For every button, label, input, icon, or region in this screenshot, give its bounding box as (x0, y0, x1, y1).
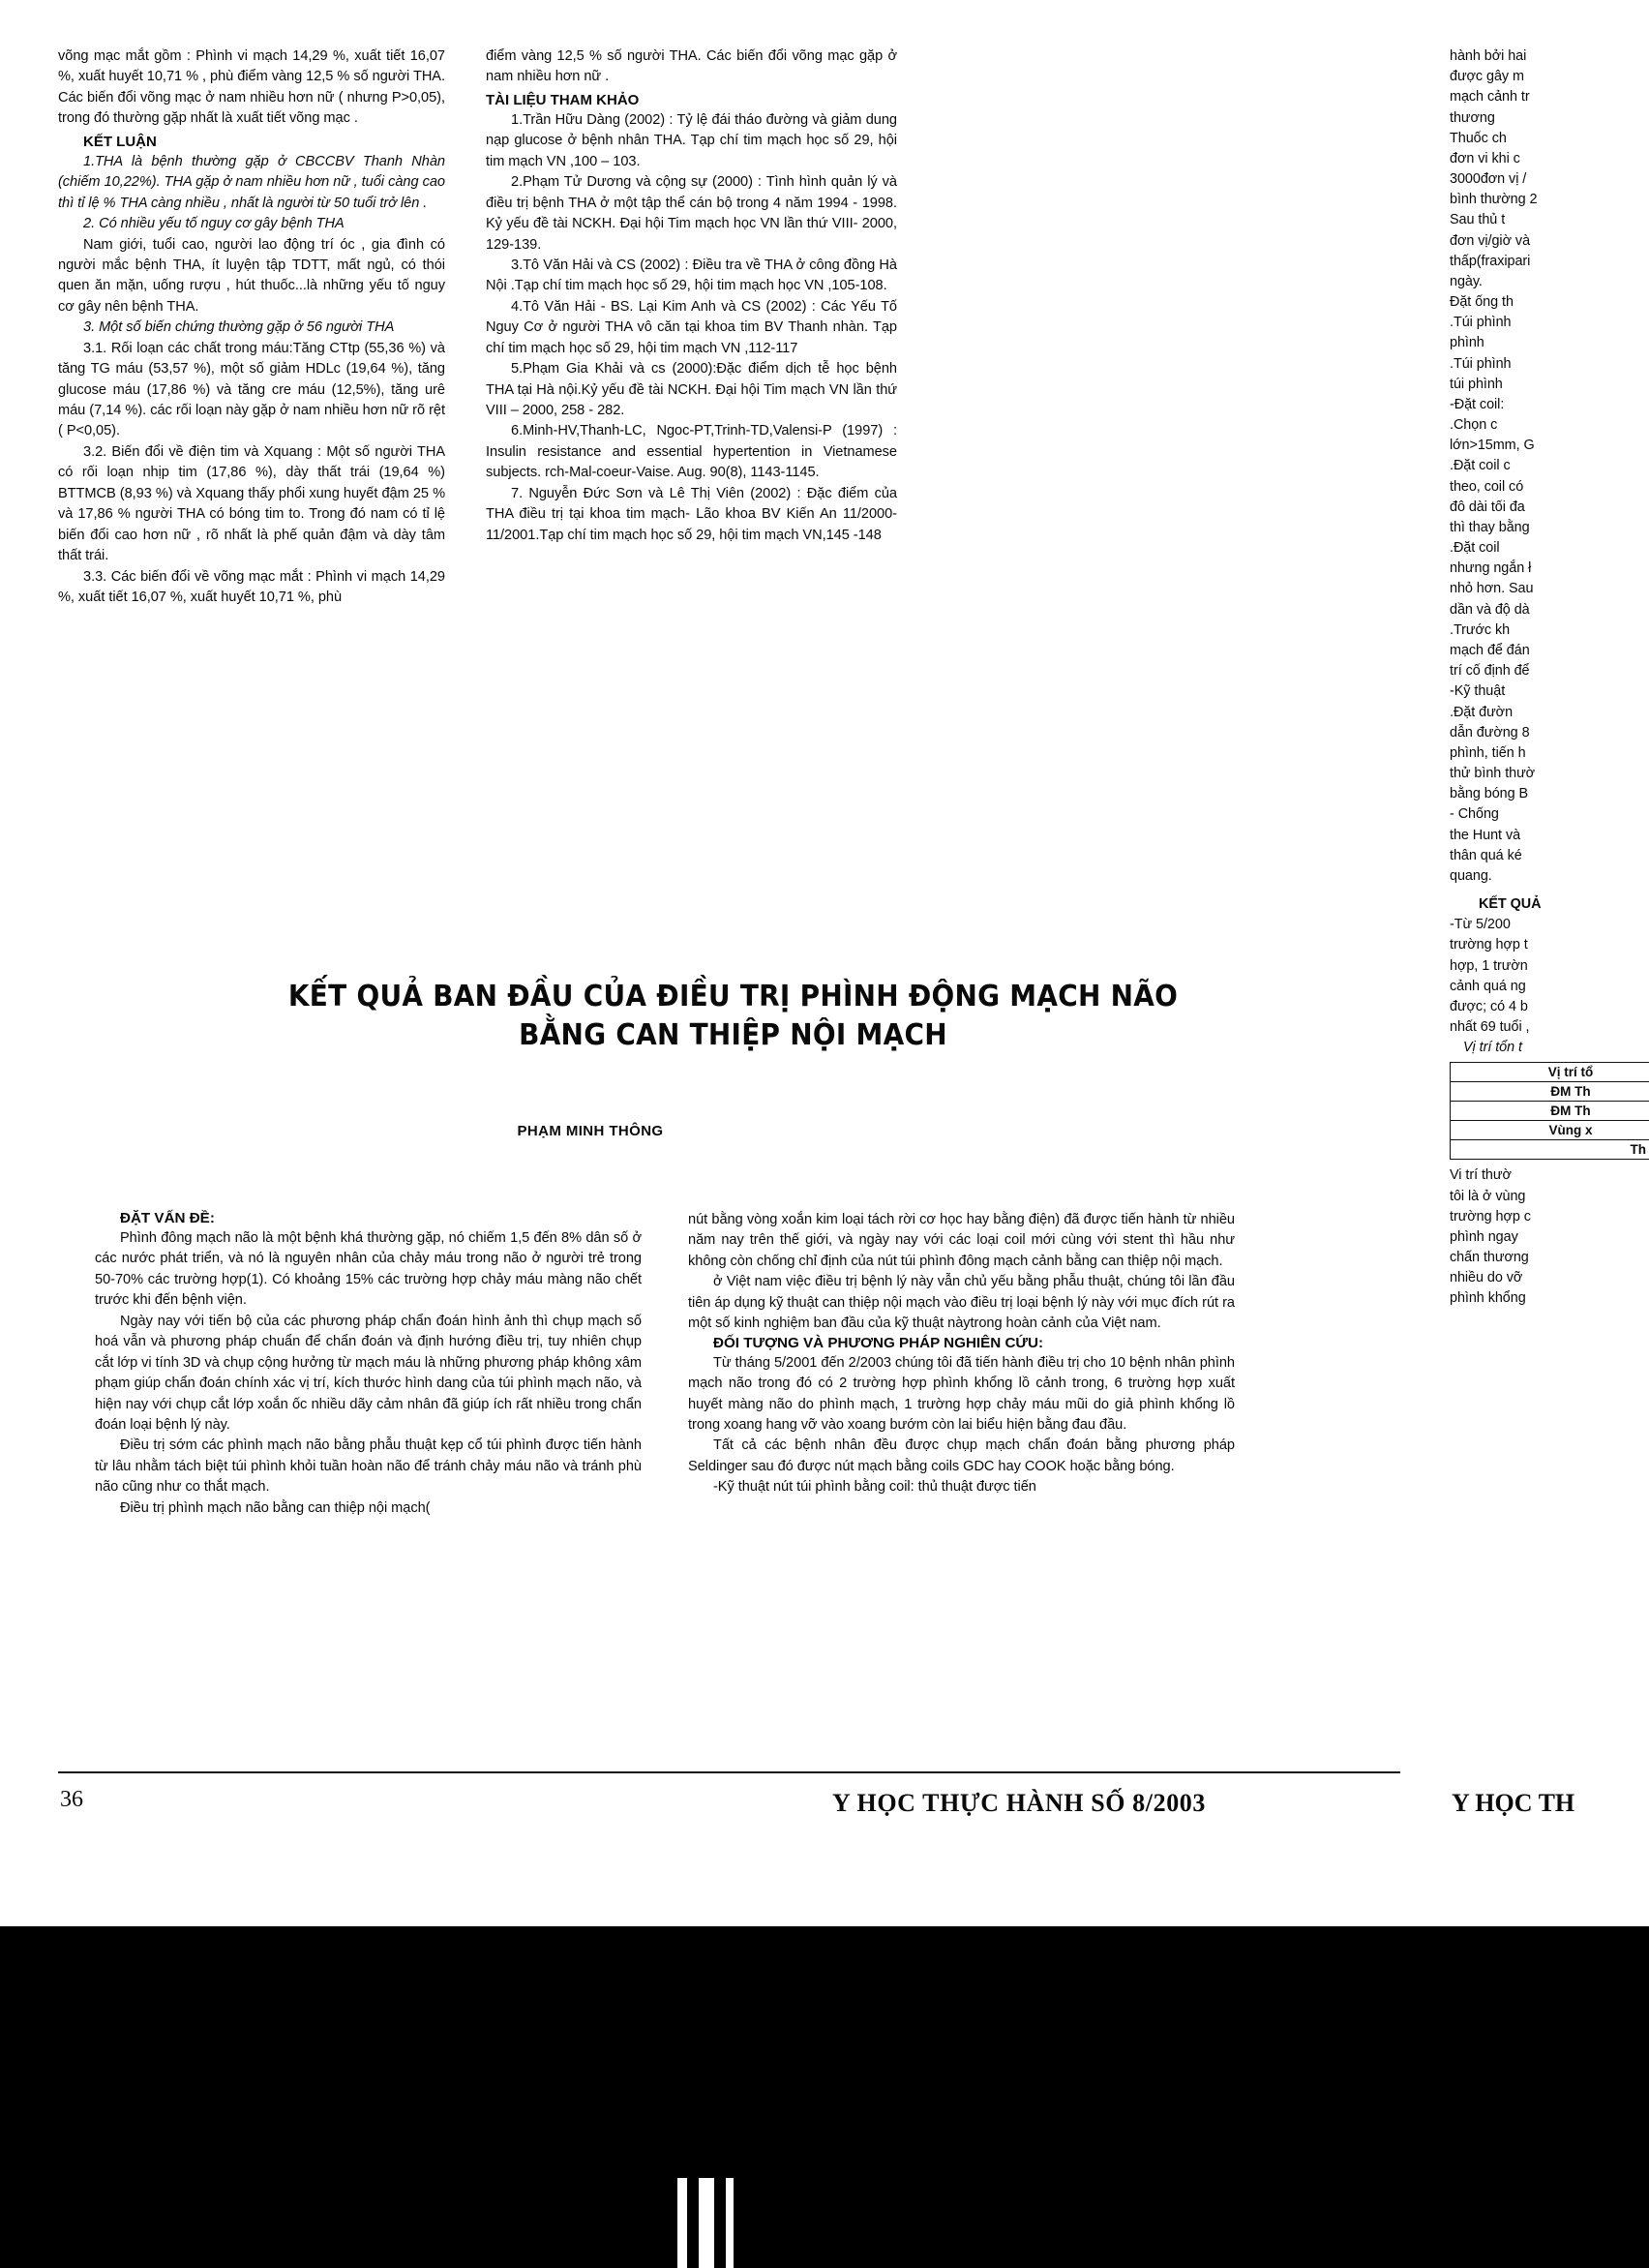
bleed-line: Vi trí thườ (1450, 1167, 1512, 1184)
table-row (1451, 1121, 1649, 1140)
bleed-line: -Đặt coil: (1450, 396, 1505, 412)
bleed-line: phình khổng (1450, 1290, 1526, 1307)
binding-artifact (726, 2178, 734, 2268)
table-row (1451, 1082, 1649, 1102)
bleed-line: trí cố định để (1450, 663, 1530, 680)
bleed-line: phình (1450, 335, 1484, 351)
reference-item: 6.Minh-HV,Thanh-LC, Ngoc-PT,Trinh-TD,Valensi-P (1997) : Insulin resistance and essential hypertention in Vietnamese subjects. rch-Mal-coeur-Vaise. Aug. 90(8), 1143-1145. (486, 423, 897, 481)
bleed-line: thấp(fraxipari (1450, 253, 1531, 269)
binding-artifact (699, 2178, 714, 2268)
bleed-line: .Đặt coil c (1450, 458, 1511, 474)
table-cell: Th (1451, 1140, 1649, 1160)
bleed-line: hợp, 1 trườn (1450, 957, 1528, 974)
paragraph: Nam giới, tuổi cao, người lao động trí óc , gia đình có người mắc bệnh THA, ít luyện tập TDTT, mất ngủ, có thói quen ăn mặn, uống rượu , hút thuốc...là những yếu tố nguy cơ gây nên bệnh THA. (58, 236, 445, 315)
table-row (1451, 1140, 1649, 1160)
bleed-line: nhưng ngắn ł (1450, 560, 1532, 577)
heading-doi-tuong-phuong-phap: ĐỐI TƯỢNG VÀ PHƯƠNG PHÁP NGHIÊN CỨU: (713, 1334, 1044, 1351)
paragraph: Phình đông mạch não là một bệnh khá thường gặp, nó chiếm 1,5 đến 8% dân số ở các nước phát triển, và nó là nguyên nhân của chảy máu trong não ở người trẻ trong 50-70% các trường hợp(1). Có khoảng 15% các trường hợp chảy máu màng não chết trước khi đến bệnh viện. (95, 1230, 642, 1309)
bleed-line: .Túi phình (1450, 355, 1512, 372)
bleed-line: phình ngay (1450, 1228, 1518, 1245)
bleed-line: dẫn đường 8 (1450, 724, 1530, 741)
binding-artifact (677, 2178, 687, 2268)
bleed-line: .Trước kh (1450, 621, 1511, 638)
bleed-line: Thuốc ch (1450, 130, 1507, 146)
bleed-line: trường hợp c (1450, 1208, 1531, 1225)
bleed-line: -Từ 5/200 (1450, 917, 1511, 933)
reference-item: 2.Phạm Tử Dương và cộng sự (2000) : Tình hình quản lý và điều trị bệnh THA ở một tập thể cán bộ trong 4 năm 1994 - 1998. Kỷ yếu đề tài NCKH. Đại hội Tim mạch học VN lần thứ VIII- 2000, 129-139. (486, 174, 897, 253)
table-row (1451, 1102, 1649, 1121)
bleed-line: - Chống (1450, 806, 1499, 823)
paragraph: 2. Có nhiều yếu tố nguy cơ gây bệnh THA (83, 216, 345, 232)
bleed-line: được; có 4 b (1450, 998, 1528, 1014)
footer-rule (58, 1771, 1400, 1773)
scan-gap (0, 1905, 1649, 1928)
paragraph: 1.THA là bệnh thường gặp ở CBCCBV Thanh Nhàn (chiếm 10,22%). THA gặp ở nam nhiều hơn nữ , tuổi càng cao thì tỉ lệ % THA càng nhiều , nhất là người từ 50 tuổi trở lên . (58, 153, 445, 211)
bleed-line: the Hunt và (1450, 827, 1521, 843)
table-cell: Vị trí tổ (1451, 1063, 1649, 1082)
bleed-line: đơn vị/giờ và (1450, 232, 1531, 249)
bleed-line: Đặt ống th (1450, 294, 1514, 311)
bleed-line: thì thay bằng (1450, 519, 1530, 535)
bleed-line: quang. (1450, 867, 1492, 884)
bleed-line: theo, coil có (1450, 478, 1524, 495)
reference-item: 4.Tô Văn Hải - BS. Lại Kim Anh và CS (2002) : Các Yếu Tố Nguy Cơ ở người THA vô căn tại khoa tim BV Thanh nhàn. Tạp chí tim mạch học số 29, hội tim mạch VN ,112-117 (486, 298, 897, 356)
bleed-line: thử bình thườ (1450, 766, 1536, 782)
bleed-line: Sau thủ t (1450, 212, 1506, 228)
bleed-line: mạch cảnh tr (1450, 89, 1530, 106)
article-title-line-1: KẾT QUẢ BAN ĐẦU CỦA ĐIỀU TRỊ PHÌNH ĐỘNG MẠCH NÃO (287, 980, 1179, 1013)
column-right-body (688, 1210, 1235, 1519)
article-author: PHẠM MINH THÔNG (517, 1123, 664, 1139)
bleed-line: mạch để đán (1450, 642, 1530, 658)
paragraph: Điều trị phình mạch não bằng can thiệp nội mạch( (120, 1499, 431, 1516)
paragraph: 3.2. Biến đổi về điện tim và Xquang : Một số người THA có rối loạn nhịp tim (17,86 %), dày thất trái (19,64 %) BTTMCB (8,93 %) và Xquang thấy phổi xung huyết đậm 25 % và 17,86 % người THA có bóng tim to. Trong đó nam có tỉ lệ biến đổi cao hơn nữ , rõ nhất là phế quản đậm và dày tâm thất trái. (58, 443, 445, 564)
bleed-table (1450, 1062, 1649, 1160)
column-left-body (95, 1210, 642, 1519)
paragraph: 3.1. Rối loạn các chất trong máu:Tăng CTtp (55,36 %) và tăng TG máu (53,57 %), một số giảm HDLc (19,64 %), tăng glucose máu (17,86 %) và tăng cre máu (12,5%), tăng urê máu (7,14 %). các rối loạn này gặp ở nam nhiều hơn nữ rõ rệt ( P<0,05). (58, 340, 445, 439)
bleed-line: hành bởi hai (1450, 48, 1527, 64)
table-cell: ĐM Th (1451, 1082, 1649, 1102)
paragraph: võng mạc mắt gồm : Phình vi mạch 14,29 %, xuất tiết 16,07 %, xuất huyết 10,71 % , phù điểm vàng 12,5 % số người THA. Các biến đổi võng mạc ở nam nhiều hơn nữ ( nhưng P>0,05), trong đó thường gặp nhất là xuất tiết võng mạc . (58, 48, 445, 127)
top-columns (58, 46, 1408, 608)
bleed-line: ngày. (1450, 273, 1483, 289)
bleed-line: bình thường 2 (1450, 192, 1538, 208)
bleed-line: nhiều do vỡ (1450, 1270, 1523, 1286)
paragraph: ở Việt nam việc điều trị bệnh lý này vẫn chủ yếu bằng phẫu thuật, chúng tôi lần đầu tiên áp dụng kỹ thuật can thiệp nội mạch vào điều trị loại bệnh lý này với mục đích rút ra một số kinh nghiệm ban đầu của kỹ thuật nàytrong hoàn cảnh của Việt nam. (688, 1274, 1235, 1332)
reference-item: 7. Nguyễn Đức Sơn và Lê Thị Viên (2002) : Đặc điểm của THA điều trị tại khoa tim mạch- Lão khoa BV Kiến An 11/2000- 11/2001.Tạp chí tim mạch học số 29, hội tim mạch VN,145 -148 (486, 485, 897, 543)
bleed-line: -Kỹ thuật (1450, 683, 1506, 700)
bleed-line: túi phình (1450, 376, 1503, 392)
bleed-line: nhất 69 tuổi , (1450, 1019, 1530, 1036)
bleed-line: phình, tiến h (1450, 744, 1526, 761)
bleed-line: dần và độ dà (1450, 601, 1530, 618)
bleed-table-caption: Vị trí tổn t (1463, 1040, 1522, 1056)
bleed-line: tôi là ở vùng (1450, 1188, 1526, 1204)
bleed-column (1450, 46, 1649, 1818)
heading-tai-lieu-tham-khao: TÀI LIỆU THAM KHẢO (486, 91, 640, 108)
bleed-line: .Đặt đườn (1450, 704, 1514, 720)
bleed-line: bằng bóng B (1450, 786, 1529, 802)
bleed-line: đơn vi khi c (1450, 150, 1520, 166)
paragraph: Ngày nay với tiến bộ của các phương pháp chẩn đoán hình ảnh thì chụp mạch số hoá vẫn và phương pháp chuẩn để chẩn đoán và định hướng điều trị, tuy nhiên chụp cắt lớp vi tính 3D và chụp cộng hưởng từ mạch máu là những phương pháp không xâm phạm giúp chẩn đoán chính xác vị trí, kích thước hình dang của túi phình mạch não, và hiện nay với chụp cắt lớp xoắn ốc nhiều dãy cảm nhân đã giúp ích rất nhiều trong chẩn đoán loại bệnh lý này. (95, 1313, 642, 1433)
article-body-columns (95, 1210, 1411, 1519)
scan-black-border (0, 1926, 1649, 2268)
page-number: 36 (60, 1787, 83, 1812)
bleed-line: được gây m (1450, 69, 1524, 85)
journal-footer: Y HỌC THỰC HÀNH SỐ 8/2003 (832, 1789, 1207, 1817)
bleed-line: .Chọn c (1450, 417, 1498, 434)
article-title (58, 978, 1408, 1054)
bleed-line: cảnh quá ng (1450, 978, 1526, 994)
column-left-top (58, 46, 445, 608)
bleed-line: .Túi phình (1450, 315, 1512, 331)
table-row (1451, 1063, 1649, 1082)
paragraph: điểm vàng 12,5 % số người THA. Các biến đổi võng mạc gặp ở nam nhiều hơn nữ . (486, 48, 897, 85)
bleed-heading-ket-qua: KẾT QUẢ (1479, 896, 1542, 913)
bleed-line: đô dài tối đa (1450, 499, 1525, 515)
bleed-line: thân quá ké (1450, 847, 1522, 863)
table-cell: Vùng x (1451, 1121, 1649, 1140)
reference-item: 1.Trần Hữu Dàng (2002) : Tỷ lệ đái tháo đường và giảm dung nạp glucose ở bệnh nhân THA. Tạp chí tim mạch học số 29, hội tim mạch VN ,100 – 103. (486, 111, 897, 169)
heading-ket-luan: KẾT LUẬN (83, 133, 157, 150)
paragraph: nút bằng vòng xoắn kim loại tách rời cơ học hay bằng điện) đã được tiến hành từ nhiều năm nay trên thế giới, và ngày nay với các loại coil mới cùng với stent thì hầu như không còn chống chỉ định của nút túi phình đông mạch cảnh bằng can thiệp nội mạch. (688, 1212, 1235, 1269)
paragraph: -Kỹ thuật nút túi phình bằng coil: thủ thuật được tiến (713, 1479, 1036, 1496)
reference-item: 3.Tô Văn Hải và CS (2002) : Điều tra về THA ở công đồng Hà Nội .Tạp chí tim mạch học số 29, hội tim mạch học VN ,105-108. (486, 257, 897, 294)
bleed-line: lớn>15mm, G (1450, 438, 1535, 454)
table-cell: ĐM Th (1451, 1102, 1649, 1121)
bleed-line: .Đặt coil (1450, 540, 1500, 557)
journal-footer-bleed: Y HỌC TH (1452, 1789, 1575, 1817)
reference-item: 5.Phạm Gia Khải và cs (2000):Đặc điểm dịch tễ học bệnh THA tại Hà nội.Kỷ yếu đề tài NCKH. Đại hội Tim mạch VN lần thứ VIII – 2000, 258 - 282. (486, 361, 897, 418)
paragraph: Tất cả các bệnh nhân đều được chụp mạch chẩn đoán bằng phương pháp Seldinger sau đó được nút mạch bằng coils GDC hay COOK hoặc bằng bóng. (688, 1437, 1235, 1474)
bleed-line: 3000đơn vị / (1450, 171, 1527, 188)
paragraph: 3.3. Các biến đổi về võng mạc mắt : Phình vi mạch 14,29 %, xuất tiết 16,07 %, xuất huyết 10,71 %, phù (58, 568, 445, 605)
bleed-line: trường hợp t (1450, 937, 1528, 953)
paragraph: Điều trị sớm các phình mạch não bằng phẫu thuật kẹp cổ túi phình được tiến hành từ lâu nhằm tách biệt túi phình khỏi tuần hoàn não để tránh chảy máu não và tránh phù não cũng như co thắt mạch. (95, 1437, 642, 1496)
bleed-line: thương (1450, 109, 1495, 126)
column-mid-top (486, 46, 897, 608)
paragraph: Từ tháng 5/2001 đến 2/2003 chúng tôi đã tiến hành điều trị cho 10 bệnh nhân phình mạch não trong đó có 2 trường hợp phình khổng lồ cảnh trong, 6 trường hợp xuất huyết màng não do phình mạch, 1 trường hợp chảy máu mũi do giả phình khổng lồ trong xoang hang vỡ vào xoang bướm còn lai biểu hiện bằng đau đầu. (688, 1354, 1235, 1433)
article-title-line-2: BẰNG CAN THIỆP NỘI MẠCH (519, 1017, 947, 1052)
heading-dat-van-de: ĐẶT VẤN ĐỀ: (120, 1210, 215, 1226)
bleed-line: chấn thương (1450, 1250, 1529, 1266)
bleed-line: nhỏ hơn. Sau (1450, 581, 1534, 597)
paragraph: 3. Một số biến chứng thường gặp ở 56 người THA (83, 319, 395, 336)
